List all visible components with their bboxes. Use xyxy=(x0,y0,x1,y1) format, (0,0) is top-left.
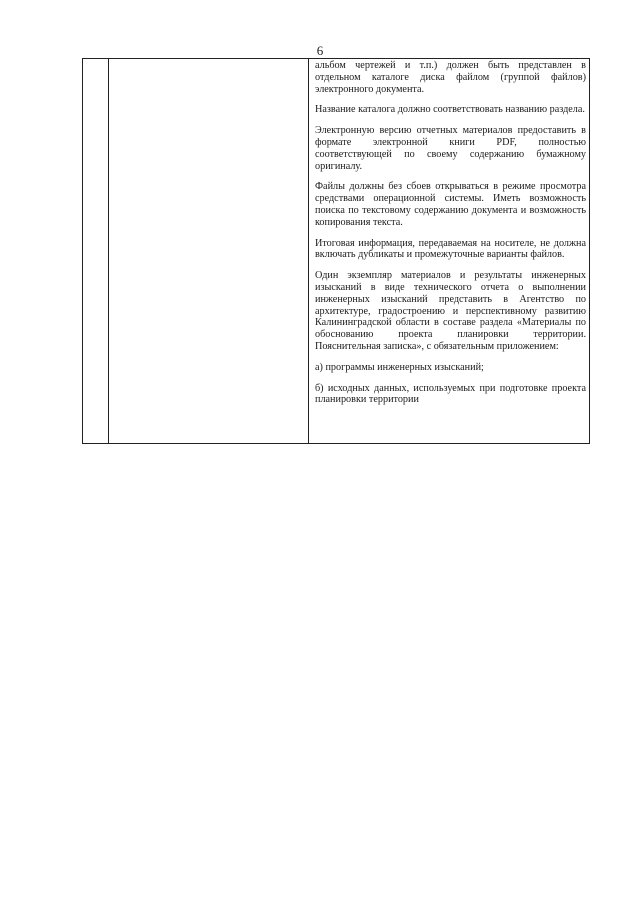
table-cell-requirements-text xyxy=(309,59,589,443)
table-cell-section-name xyxy=(109,59,309,443)
table-cell-number xyxy=(83,59,109,443)
requirement-paragraph: Итоговая информация, передаваемая на носителе, не должна включать дубликаты и промежуточные варианты файлов. xyxy=(315,237,586,261)
requirement-paragraph: Электронную версию отчетных материалов предоставить в формате электронной книги PDF, полностью соответствующей по своему содержанию бумажному оригиналу. xyxy=(315,125,586,172)
page-number: 6 xyxy=(316,43,324,58)
requirement-paragraph: альбом чертежей и т.п.) должен быть представлен в отдельном каталоге диска файлом (группой файлов) электронного документа. xyxy=(315,60,586,95)
list-item-source-data: б) исходных данных, используемых при подготовке проекта планировки территории xyxy=(315,382,586,406)
list-item-programs: а) программы инженерных изысканий; xyxy=(315,361,484,373)
requirements-table xyxy=(82,58,590,444)
requirement-paragraph: Файлы должны без сбоев открываться в режиме просмотра средствами операционной системы. Иметь возможность поиска по текстовому содержанию документа и возможность копирования текста. xyxy=(315,181,586,228)
requirement-paragraph: Название каталога должно соответствовать названию раздела. xyxy=(315,104,585,116)
requirement-paragraph: Один экземпляр материалов и результаты инженерных изысканий в виде технического отчета о выполнении инженерных изысканий представить в Агентство по архитектуре, градостроению и перспективному развитию Калининградской области в составе раздела «Материалы по обоснованию проекта планировки территории. Пояснительная записка», с обязательным приложением: xyxy=(315,270,586,352)
